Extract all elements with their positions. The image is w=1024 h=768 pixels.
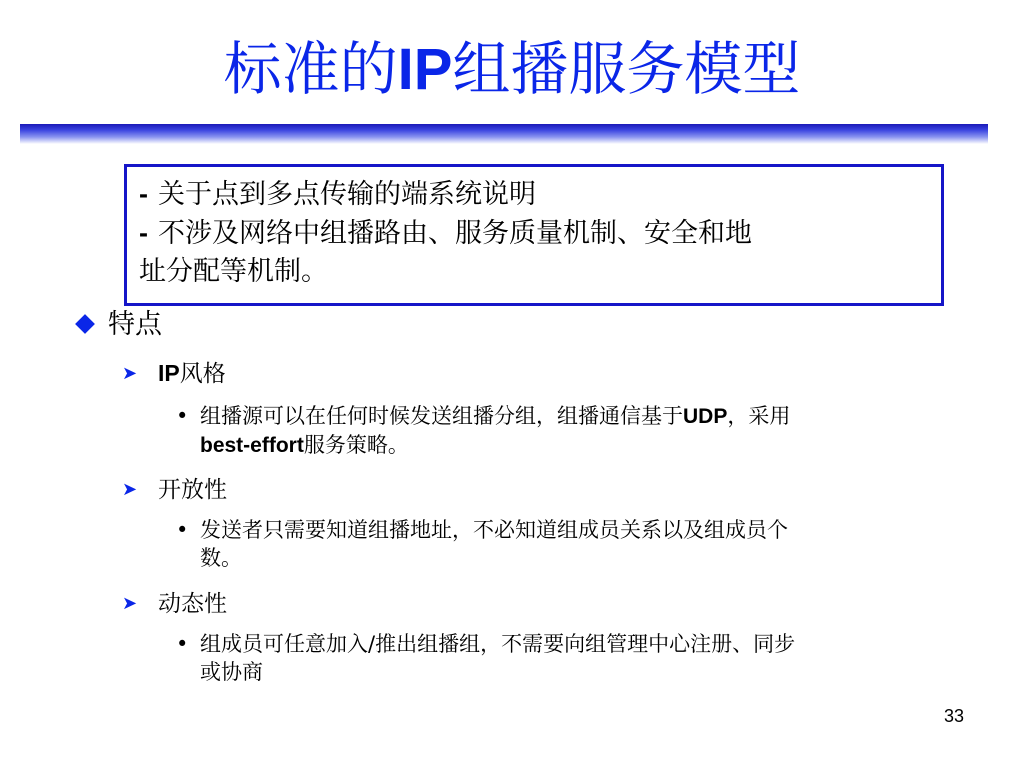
dot-bullet-icon: • (176, 632, 189, 656)
page-number: 33 (943, 706, 964, 726)
desc-part: 组成员可任意加入/推出组播组，不需要向组管理中心注册、同步 (200, 632, 796, 656)
feature-openness-description-text (200, 516, 936, 572)
desc-part: ，采用 (727, 404, 791, 428)
feature-openness (122, 475, 227, 505)
features-heading-text: 特点 (108, 309, 162, 340)
dash-marker: - (139, 218, 148, 248)
feature-openness-description (176, 516, 936, 572)
slide-title (0, 34, 1024, 105)
title-prefix: 标准的 (223, 35, 398, 103)
diamond-bullet-icon (75, 314, 95, 334)
features-heading (74, 307, 162, 343)
desc-part: 发送者只需要知道组播地址，不必知道组成员关系以及组成员个 (200, 518, 788, 542)
note-line-2 (139, 214, 929, 253)
chevron-right-icon: ➤ (122, 479, 138, 500)
note-text-1: 关于点到多点传输的端系统说明 (158, 179, 536, 210)
feature-ip-label: 风格 (179, 361, 226, 387)
best-effort-term: best-effort (200, 434, 304, 457)
title-divider (20, 124, 988, 144)
feature-dynamic-label: 动态性 (158, 591, 227, 617)
desc-part: 组播源可以在任何时候发送组播分组，组播通信基于 (200, 404, 683, 428)
title-suffix: 组播服务模型 (452, 35, 801, 103)
feature-dynamic (122, 589, 227, 619)
feature-dynamic-description (176, 630, 936, 686)
feature-dynamic-description-text (200, 630, 936, 686)
dot-bullet-icon: • (176, 518, 189, 542)
chevron-right-icon: ➤ (122, 593, 138, 614)
feature-ip-label-latin: IP (158, 360, 180, 386)
udp-term: UDP (683, 405, 728, 428)
note-text-2: 不涉及网络中组播路由、服务质量机制、安全和地 (158, 218, 752, 249)
note-text-3: 址分配等机制。 (139, 256, 328, 287)
desc-part: 或协商 (200, 660, 263, 684)
feature-ip-description-text (200, 402, 936, 460)
dot-bullet-icon: • (176, 404, 189, 428)
dash-marker: - (139, 179, 148, 209)
desc-part: 服务策略。 (303, 433, 409, 457)
feature-openness-label: 开放性 (158, 477, 227, 503)
note-line-3 (139, 253, 929, 291)
title-ip: IP (397, 37, 453, 102)
feature-ip-description (176, 402, 936, 460)
desc-part: 数。 (200, 546, 242, 570)
chevron-right-icon: ➤ (122, 363, 138, 384)
note-line-1 (139, 175, 929, 214)
feature-ip-style (122, 358, 226, 389)
note-box (124, 164, 944, 306)
